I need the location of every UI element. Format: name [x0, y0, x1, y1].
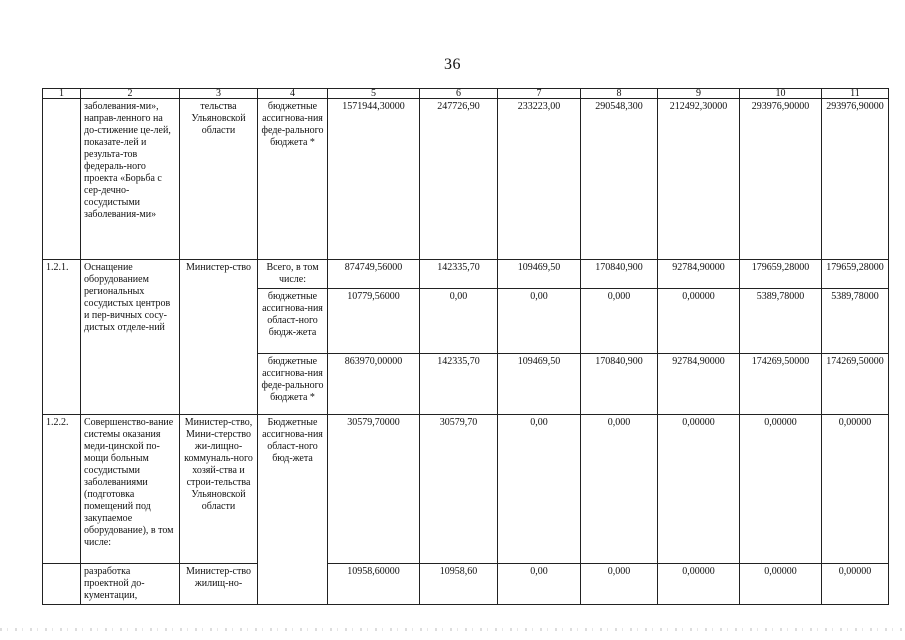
amount-cell: 5389,78000	[822, 289, 889, 354]
column-number: 2	[81, 89, 180, 99]
amount-cell: 179659,28000	[822, 260, 889, 289]
amount-cell: 170840,900	[581, 260, 658, 289]
amount-cell: 0,00000	[658, 564, 740, 605]
amount-cell: 233223,00	[498, 99, 581, 260]
row-number-cell	[43, 564, 81, 605]
amount-cell: 0,00000	[658, 289, 740, 354]
amount-cell: 174269,50000	[822, 354, 889, 415]
amount-cell: 0,00	[420, 289, 498, 354]
amount-cell: 10958,60000	[328, 564, 420, 605]
amount-cell: 0,000	[581, 289, 658, 354]
amount-cell: 109469,50	[498, 354, 581, 415]
amount-cell: 142335,70	[420, 354, 498, 415]
amount-cell: 10779,56000	[328, 289, 420, 354]
amount-cell: 293976,90000	[822, 99, 889, 260]
funding-source-cell: Бюджетные ассигнова-ния област-ного бюд-жета	[258, 415, 328, 605]
amount-cell: 30579,70	[420, 415, 498, 564]
amount-cell: 874749,56000	[328, 260, 420, 289]
column-number: 6	[420, 89, 498, 99]
funding-source-cell: Всего, в том числе:	[258, 260, 328, 289]
amount-cell: 212492,30000	[658, 99, 740, 260]
executor-cell: тельства Ульяновской области	[180, 99, 258, 260]
amount-cell: 5389,78000	[740, 289, 822, 354]
amount-cell: 92784,90000	[658, 354, 740, 415]
activity-name-cell: разработка проектной до-кументации,	[81, 564, 180, 605]
column-number-row	[43, 89, 889, 99]
amount-cell: 247726,90	[420, 99, 498, 260]
column-number: 3	[180, 89, 258, 99]
amount-cell: 1571944,30000	[328, 99, 420, 260]
row-number-cell: 1.2.2.	[43, 415, 81, 564]
amount-cell: 0,00000	[740, 415, 822, 564]
amount-cell: 92784,90000	[658, 260, 740, 289]
activity-name-cell: заболевания-ми», направ-ленного на до-стижение це-лей, показате-лей и результа-тов федераль-ного проекта «Борьба с сер-дечно-сосудистыми заболевания-ми»	[81, 99, 180, 260]
row-number-cell	[43, 99, 81, 260]
amount-cell: 109469,50	[498, 260, 581, 289]
column-number: 8	[581, 89, 658, 99]
column-number: 1	[43, 89, 81, 99]
activity-name-cell: Оснащение оборудованием региональных сосудистых центров и пер-вичных сосу-дистых отделе-ний	[81, 260, 180, 415]
activity-name-cell: Совершенство-вание системы оказания меди-цинской по-мощи больным сосудистыми заболеваниями (подготовка помещений под закупаемое оборудование), в том числе:	[81, 415, 180, 564]
amount-cell: 170840,900	[581, 354, 658, 415]
funding-source-cell: бюджетные ассигнова-ния област-ного бюдж-жета	[258, 289, 328, 354]
funding-source-cell: бюджетные ассигнова-ния феде-рального бюджета *	[258, 99, 328, 260]
amount-cell: 0,00	[498, 564, 581, 605]
table-row	[43, 260, 889, 289]
amount-cell: 0,000	[581, 415, 658, 564]
executor-cell: Министер-ство	[180, 260, 258, 415]
amount-cell: 0,00000	[658, 415, 740, 564]
column-number: 11	[822, 89, 889, 99]
column-number: 9	[658, 89, 740, 99]
funding-source-cell: бюджетные ассигнова-ния феде-рального бюджета *	[258, 354, 328, 415]
column-number: 7	[498, 89, 581, 99]
page-number: 36	[444, 56, 461, 73]
amount-cell: 863970,00000	[328, 354, 420, 415]
table-row	[43, 415, 889, 564]
scan-artifact	[0, 628, 905, 631]
executor-cell: Министер-ство жилищ-но-	[180, 564, 258, 605]
amount-cell: 0,00000	[822, 564, 889, 605]
amount-cell: 290548,300	[581, 99, 658, 260]
amount-cell: 293976,90000	[740, 99, 822, 260]
column-number: 10	[740, 89, 822, 99]
amount-cell: 0,00000	[822, 415, 889, 564]
amount-cell: 30579,70000	[328, 415, 420, 564]
amount-cell: 0,00	[498, 415, 581, 564]
amount-cell: 0,000	[581, 564, 658, 605]
amount-cell: 10958,60	[420, 564, 498, 605]
table-row	[43, 564, 889, 605]
amount-cell: 142335,70	[420, 260, 498, 289]
amount-cell: 0,00000	[740, 564, 822, 605]
budget-table	[42, 88, 889, 605]
column-number: 5	[328, 89, 420, 99]
executor-cell: Министер-ство, Мини-стерство жи-лищно-коммуналь-ного хозяй-ства и строи-тельства Ульяновской области	[180, 415, 258, 564]
row-number-cell: 1.2.1.	[43, 260, 81, 415]
amount-cell: 179659,28000	[740, 260, 822, 289]
amount-cell: 0,00	[498, 289, 581, 354]
amount-cell: 174269,50000	[740, 354, 822, 415]
table-row	[43, 99, 889, 260]
column-number: 4	[258, 89, 328, 99]
